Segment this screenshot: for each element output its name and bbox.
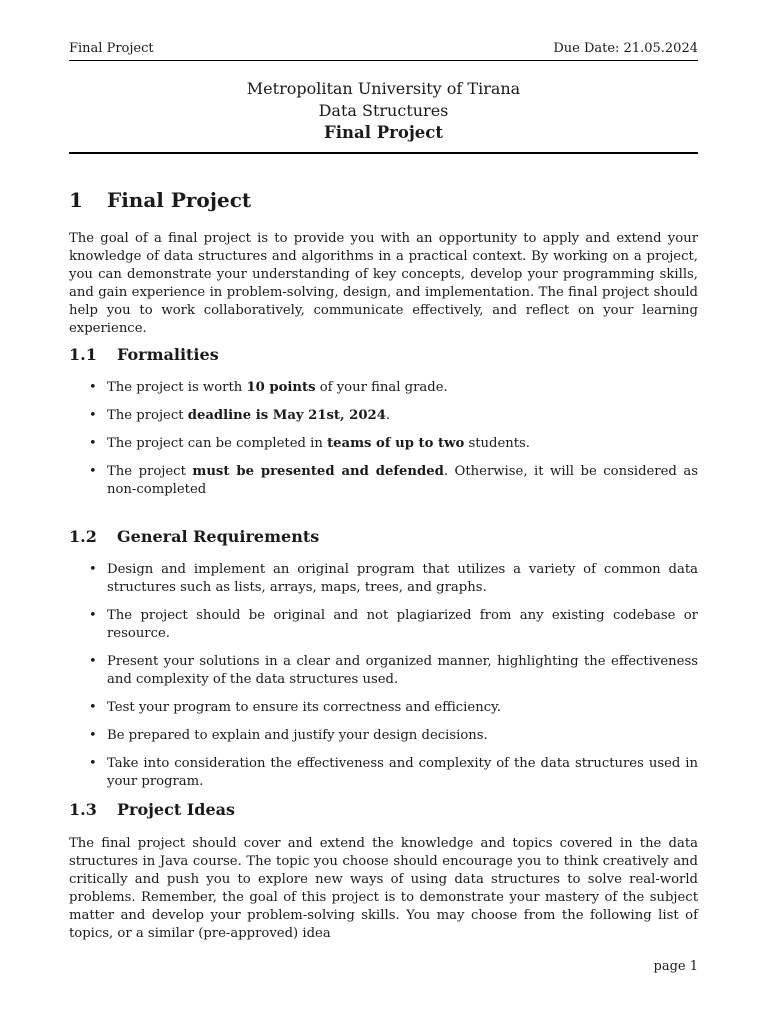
subsection-title: Formalities <box>117 345 219 364</box>
project-ideas-paragraph: The final project should cover and extend the knowledge and topics covered in the data structures in Java course. The topic you choose should encourage you to think creatively and critically and push you to explore new ways of using data structures to solve real-world problems. Remember, the goal of this project is to demonstrate your mastery of the subject matter and develop your problem-solving skills. You may choose from the following list of topics, or a similar (pre-approved) idea <box>69 836 698 941</box>
section-heading <box>69 186 698 214</box>
list-item: • The project can be completed in teams of up to two students. <box>89 436 531 451</box>
header-rule <box>69 60 698 61</box>
subsection-number: 1.3 <box>69 800 97 819</box>
formalities-list <box>69 379 698 499</box>
bullet-icon: • <box>89 464 97 479</box>
list-item: • The project should be original and not plagiarized from any existing codebase or resource. <box>89 608 698 641</box>
subsection-number: 1.2 <box>69 527 97 546</box>
subsection-heading-project-ideas <box>69 799 698 821</box>
page-number: page 1 <box>653 959 698 974</box>
list-item: • The project deadline is May 21st, 2024. <box>89 408 391 423</box>
bullet-icon: • <box>89 608 97 623</box>
bullet-icon: • <box>89 380 97 395</box>
subsection-heading-general-requirements <box>69 526 698 548</box>
bullet-icon: • <box>89 408 97 423</box>
general-requirements-list <box>69 561 698 791</box>
bullet-icon: • <box>89 728 97 743</box>
title-block <box>69 78 698 144</box>
list-item: • Present your solutions in a clear and organized manner, highlighting the effectiveness and complexity of the data structures used. <box>89 654 698 687</box>
list-item: • Test your program to ensure its correctness and efficiency. <box>89 700 501 715</box>
header-due-date: Due Date: 21.05.2024 <box>553 41 698 56</box>
subsection-title: General Requirements <box>117 527 320 546</box>
subsection-heading-formalities <box>69 344 698 366</box>
running-header <box>69 40 698 58</box>
intro-paragraph: The goal of a final project is to provide you with an opportunity to apply and extend your knowledge of data structures and algorithms in a practical context. By working on a project, you can demonstrate your understanding of key concepts, develop your programming skills, and gain experience in problem-solving, design, and implementation. The final project should help you to work collaboratively, communicate effectively, and reflect on your learning experience. <box>69 231 698 336</box>
university-name: Metropolitan University of Tirana <box>246 79 521 98</box>
header-left: Final Project <box>69 41 154 56</box>
list-item: • The project must be presented and defended. Otherwise, it will be considered as non-completed <box>89 464 699 497</box>
list-item: • Take into consideration the effectiveness and complexity of the data structures used in your program. <box>89 756 698 789</box>
list-item: • Design and implement an original program that utilizes a variety of common data structures such as lists, arrays, maps, trees, and graphs. <box>89 562 698 595</box>
bullet-icon: • <box>89 756 97 771</box>
list-item: • Be prepared to explain and justify your design decisions. <box>89 728 488 743</box>
title-rule <box>69 152 698 154</box>
bullet-icon: • <box>89 436 97 451</box>
bullet-icon: • <box>89 654 97 669</box>
subsection-number: 1.1 <box>69 345 97 364</box>
list-item: • The project is worth 10 points of your final grade. <box>89 380 448 395</box>
document-title: Final Project <box>324 123 443 142</box>
section-title: Final Project <box>107 188 252 212</box>
section-number: 1 <box>69 188 83 212</box>
bullet-icon: • <box>89 700 97 715</box>
bullet-icon: • <box>89 562 97 577</box>
subsection-title: Project Ideas <box>117 800 236 819</box>
document-page <box>69 0 698 1024</box>
course-name: Data Structures <box>318 101 449 120</box>
